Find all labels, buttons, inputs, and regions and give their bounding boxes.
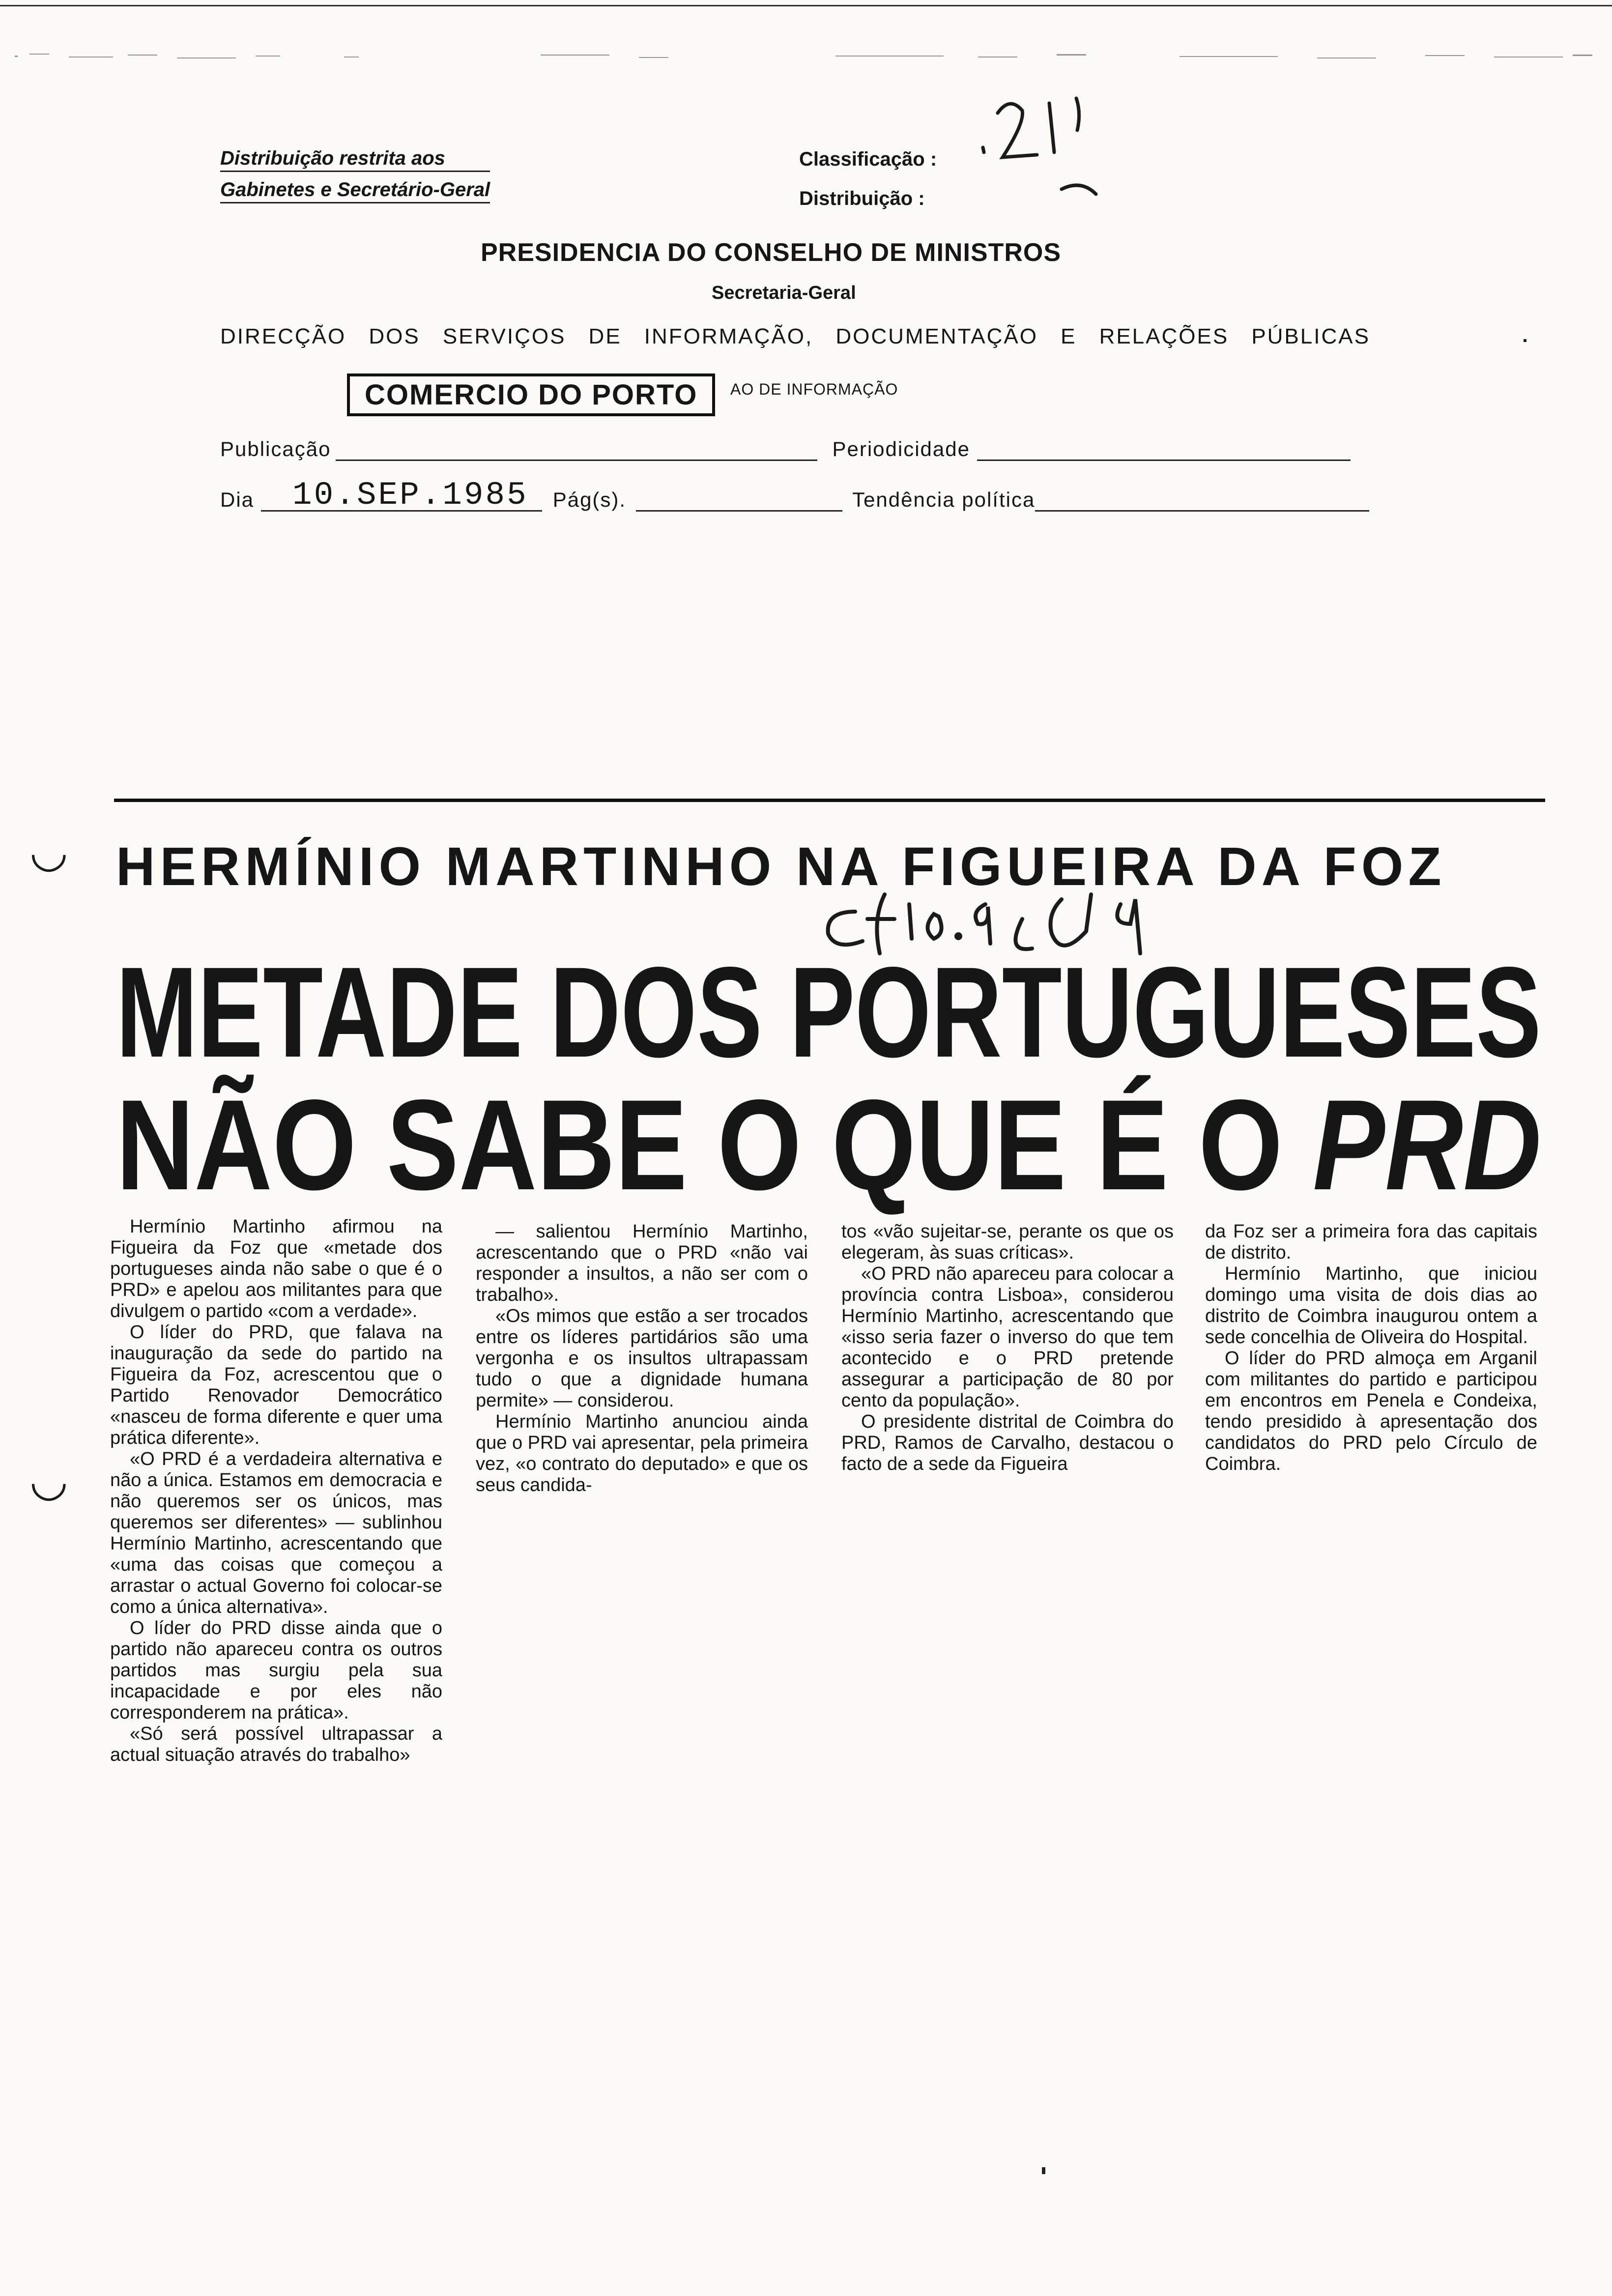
publicacao-blank xyxy=(336,442,817,461)
direccao-word: SERVIÇOS xyxy=(442,324,566,348)
divisao-informacao: AO DE INFORMAÇÃO xyxy=(730,380,898,398)
distribuicao-label: Distribuição : xyxy=(799,188,925,209)
scan-dot xyxy=(1524,339,1526,342)
date-stamp: 10.SEP.1985 xyxy=(286,481,535,512)
pags-label: Pág(s). xyxy=(552,488,627,511)
dia-row xyxy=(220,477,1369,514)
secretaria-geral: Secretaria-Geral xyxy=(712,283,856,303)
headline-line-2-main: NÃO SABE O QUE É O xyxy=(116,1073,1313,1217)
tendencia-blank xyxy=(1035,492,1369,512)
paragraph: O líder do PRD almoça em Arganil com militantes do partido e participou em encontros em Penela e Condeixa, tendo presidido à apresentação dos candidatos do PRD pelo Círculo de Coimbra. xyxy=(1205,1348,1537,1474)
classificacao-label: Classificação : xyxy=(799,148,937,170)
paragraph: «O PRD é a verdadeira alternativa e não a única. Estamos em democracia e não queremos ser os únicos, mas queremos ser diferentes» — sublinhou Hermínio Martinho, acrescentando que «uma das coisas que começou a arrastar o actual Governo foi colocar-se como a única alternativa». xyxy=(110,1449,442,1617)
scan-top-edge xyxy=(0,5,1612,6)
direccao-word: E xyxy=(1061,324,1077,348)
margin-mark: ◡ xyxy=(29,827,68,876)
article-column-2 xyxy=(476,1221,808,1496)
paragraph: tos «vão sujeitar-se, perante os que os elegeram, às suas críticas». xyxy=(841,1221,1174,1263)
paragraph: «Só será possível ultrapassar a actual situação através do trabalho» xyxy=(110,1723,442,1765)
paragraph: da Foz ser a primeira fora das capitais de distrito. xyxy=(1205,1221,1537,1263)
paragraph: O líder do PRD disse ainda que o partido não apareceu contra os outros partidos mas surgiu pela sua incapacidade e por eles não corresponderem na prática». xyxy=(110,1618,442,1723)
scan-speckle xyxy=(0,47,1612,66)
paragraph: «Os mimos que estão a ser trocados entre os líderes partidários são uma vergonha e os insultos ultrapassam tudo o que a dignidade humana permite» — considerou. xyxy=(476,1306,808,1411)
article-kicker: HERMÍNIO MARTINHO NA FIGUEIRA DA FOZ xyxy=(116,836,1446,897)
direccao-word: INFORMAÇÃO, xyxy=(644,324,813,348)
periodicidade-label: Periodicidade xyxy=(832,437,970,460)
paragraph: O líder do PRD, que falava na inauguração da sede do partido na Figueira da Foz, acrescentou que o Partido Renovador Democrático «nasceu de forma diferente e quer uma prática diferente». xyxy=(110,1322,442,1448)
pags-blank xyxy=(636,492,842,512)
direccao-servicos xyxy=(220,324,1370,349)
publication-stamp: COMERCIO DO PORTO xyxy=(347,373,715,416)
presidencia-title: PRESIDENCIA DO CONSELHO DE MINISTROS xyxy=(481,238,1062,267)
restricted-line-1: Distribuição restrita aos xyxy=(220,147,490,172)
paragraph: Hermínio Martinho anunciou ainda que o PRD vai apresentar, pela primeira vez, «o contrato do deputado» e que os seus candida- xyxy=(476,1411,808,1495)
direccao-word: DOCUMENTAÇÃO xyxy=(835,324,1038,348)
direccao-word: RELAÇÕES xyxy=(1099,324,1229,348)
dia-blank-post xyxy=(535,492,542,512)
scan-dot xyxy=(1042,2167,1045,2174)
paragraph: Hermínio Martinho, que iniciou domingo uma visita de dois dias ao distrito de Coimbra inaugurou ontem a sede concelhia de Oliveira do Hospital. xyxy=(1205,1263,1537,1348)
dia-blank-pre xyxy=(261,492,286,512)
restricted-distribution xyxy=(220,147,490,210)
paragraph: O presidente distrital de Coimbra do PRD, Ramos de Carvalho, destacou o facto de a sede da Figueira xyxy=(841,1411,1174,1474)
publicacao-label: Publicação xyxy=(220,437,331,460)
dia-label: Dia xyxy=(220,488,255,511)
article-column-3 xyxy=(841,1221,1174,1475)
headline-line-2 xyxy=(116,1073,1542,1217)
article-top-rule xyxy=(114,799,1545,802)
headline-prd: PRD xyxy=(1313,1073,1542,1217)
handwritten-number-mark xyxy=(963,84,1121,211)
headline-line-1: METADE DOS PORTUGUESES xyxy=(116,940,1542,1084)
direccao-word: PÚBLICAS xyxy=(1251,324,1370,348)
paragraph: «O PRD não apareceu para colocar a província contra Lisboa», considerou Hermínio Martinho, acrescentando que «isso seria fazer o inverso do que tem acontecido e o PRD pretende assegurar a participação de 80 por cento da população». xyxy=(841,1263,1174,1411)
periodicidade-blank xyxy=(977,442,1351,461)
direccao-word: DOS xyxy=(369,324,420,348)
tendencia-label: Tendência política xyxy=(852,488,1036,511)
article-column-4 xyxy=(1205,1221,1537,1475)
restricted-line-2: Gabinetes e Secretário-Geral xyxy=(220,179,490,203)
direccao-word: DE xyxy=(588,324,622,348)
paragraph: — salientou Hermínio Martinho, acrescentando que o PRD «não vai responder a insultos, a não ser com o trabalho». xyxy=(476,1221,808,1305)
article-column-1 xyxy=(110,1216,442,1766)
margin-mark: ◡ xyxy=(29,1456,68,1505)
paragraph: Hermínio Martinho afirmou na Figueira da Foz que «metade dos portugueses ainda não sabe o que é o PRD» e apelou aos militantes para que divulgem o partido «com a verdade». xyxy=(110,1216,442,1321)
publicacao-row xyxy=(220,437,1351,461)
direccao-word: DIRECÇÃO xyxy=(220,324,346,348)
